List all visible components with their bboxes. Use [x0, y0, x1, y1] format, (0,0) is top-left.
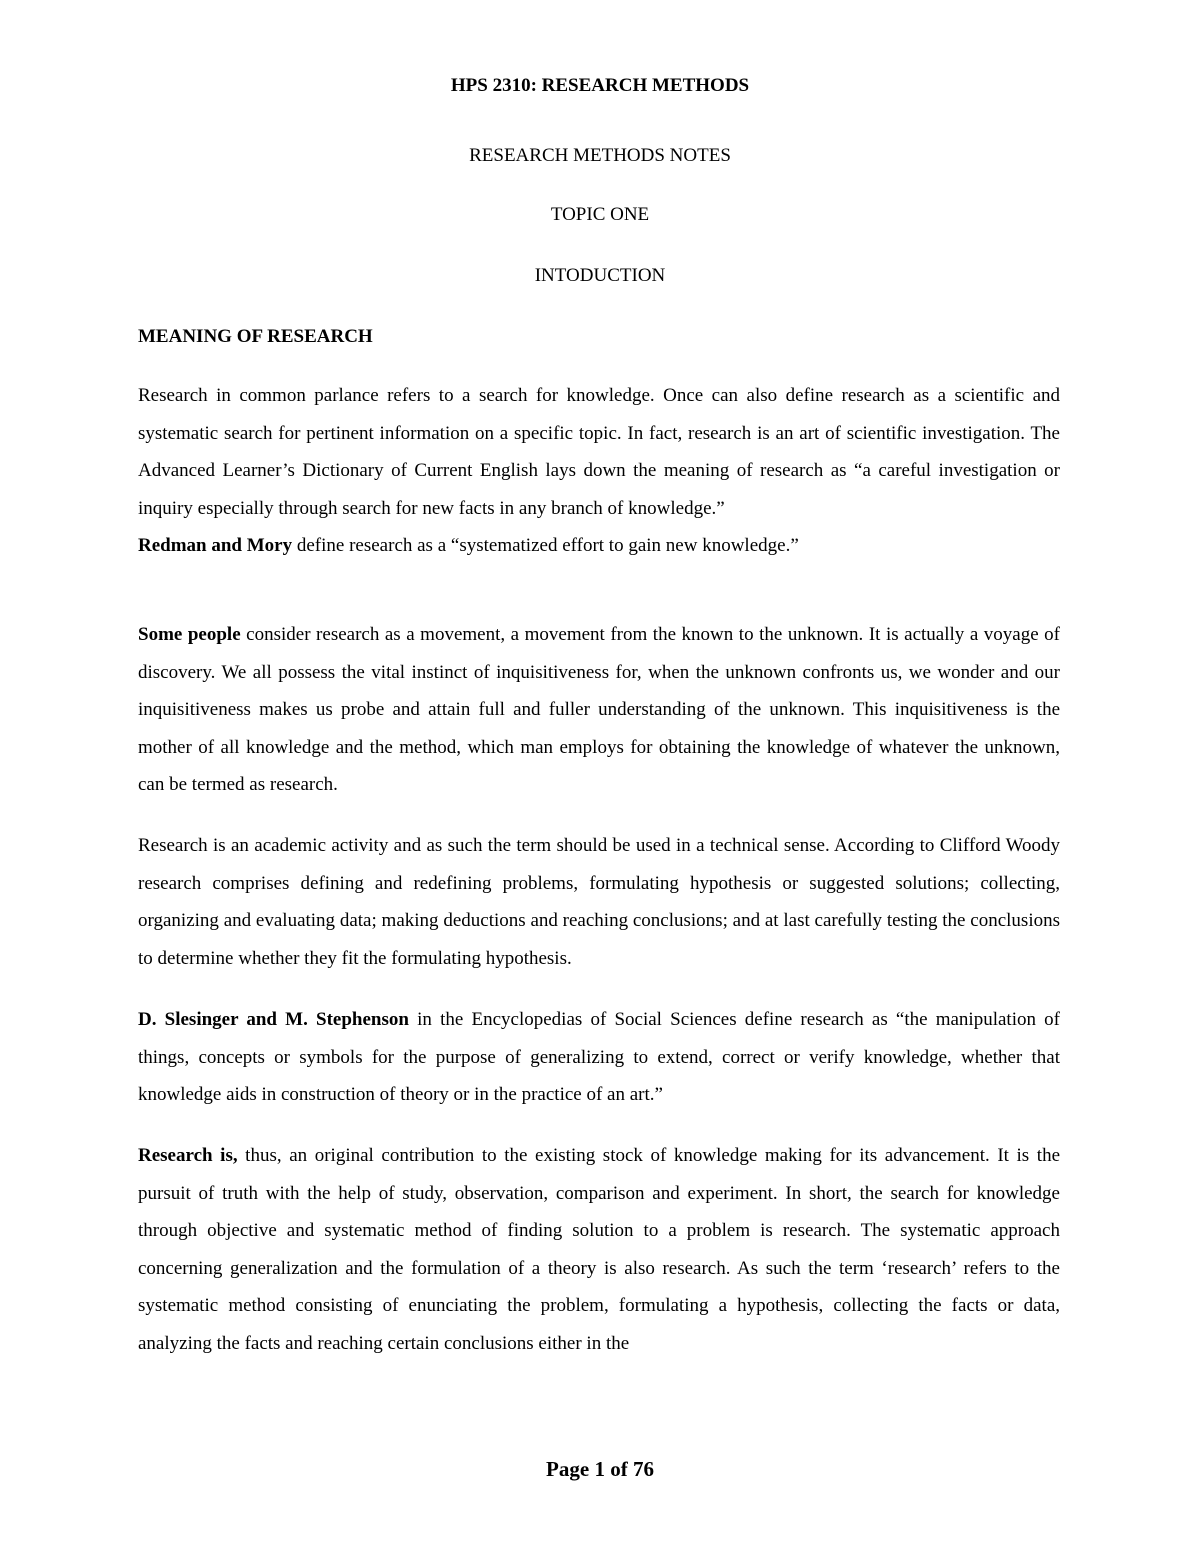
paragraph-1-bold-lead: Redman and Mory [138, 535, 293, 556]
paragraph-2-bold-lead: Some people [138, 624, 241, 645]
section-heading: MEANING OF RESEARCH [138, 326, 373, 347]
paragraph-5 [138, 1137, 1060, 1362]
paragraph-1 [138, 377, 1060, 565]
paragraph-4-text: in the Encyclopedias of Social Sciences define research as “the manipulation of things, concepts or symbols for the purpose of generalizing to extend, correct or verify knowledge, whether that knowledge aids in construction of theory or in the practice of an art.” [138, 1009, 1060, 1105]
paragraph-4-bold-lead: D. Slesinger and M. Stephenson [138, 1009, 409, 1030]
notes-title: RESEARCH METHODS NOTES [469, 145, 731, 166]
paragraph-2 [138, 616, 1060, 804]
section-title: INTODUCTION [534, 265, 666, 286]
paragraph-1-text: Research in common parlance refers to a search for knowledge. Once can also define research as a scientific and systematic search for pertinent information on a specific topic. In fact, research is an art of scientific investigation. The Advanced Learner’s Dictionary of Current English lays down the meaning of research as “a careful investigation or inquiry especially through search for new facts in any branch of knowledge.” [138, 385, 1060, 519]
paragraph-1-tail: define research as a “systematized effort to gain new knowledge.” [292, 535, 799, 556]
course-title: HPS 2310: RESEARCH METHODS [450, 75, 750, 96]
paragraph-5-bold-lead: Research is, [138, 1145, 238, 1166]
paragraph-5-text: thus, an original contribution to the existing stock of knowledge making for its advancement. It is the pursuit of truth with the help of study, observation, comparison and experiment. In short, the search for knowledge through objective and systematic method of finding solution to a problem is research. The systematic approach concerning generalization and the formulation of a theory is also research. As such the term ‘research’ refers to the systematic method consisting of enunciating the problem, formulating a hypothesis, collecting the facts or data, analyzing the facts and reaching certain conclusions either in the [138, 1145, 1061, 1354]
paragraph-4 [138, 1001, 1060, 1114]
page-number: Page 1 of 76 [546, 1457, 654, 1481]
topic-label: TOPIC ONE [550, 204, 650, 225]
paragraph-3 [138, 827, 1060, 977]
paragraph-2-text: consider research as a movement, a movement from the known to the unknown. It is actually a voyage of discovery. We all possess the vital instinct of inquisitiveness for, when the unknown confronts us, we wonder and our inquisitiveness makes us probe and attain full and fuller understanding of the unknown. This inquisitiveness is the mother of all knowledge and the method, which man employs for obtaining the knowledge of whatever the unknown, can be termed as research. [138, 624, 1060, 795]
paragraph-3-text: Research is an academic activity and as such the term should be used in a technical sense. According to Clifford Woody research comprises defining and redefining problems, formulating hypothesis or suggested solutions; collecting, organizing and evaluating data; making deductions and reaching conclusions; and at last carefully testing the conclusions to determine whether they fit the formulating hypothesis. [138, 835, 1060, 969]
